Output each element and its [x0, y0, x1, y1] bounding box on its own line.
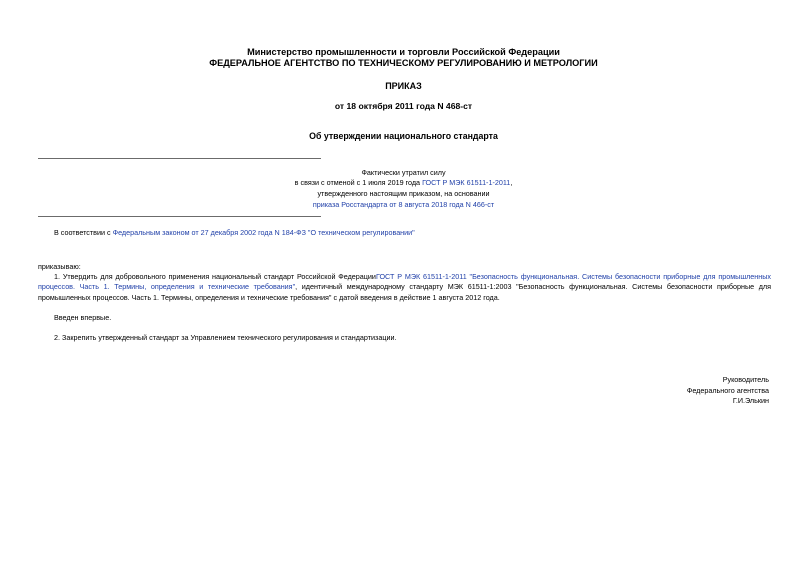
document-subject: Об утверждении национального стандарта: [309, 131, 498, 141]
orders-paragraph: приказываю:: [38, 262, 81, 271]
document-type: ПРИКАЗ: [385, 81, 422, 91]
item-2-paragraph: 2. Закрепить утвержденный стандарт за Управлением технического регулирования и стандартизации.: [54, 333, 397, 342]
status-note-line1: Фактически утратил силу: [361, 168, 446, 177]
gost-standard-link[interactable]: ГОСТ Р МЭК 61511-1-2011: [422, 178, 511, 187]
document-date-number: от 18 октября 2011 года N 468-ст: [334, 101, 473, 111]
item-1-suffix: , идентичный международному стандарту МЭК 61511-1:2003 "Безопасность функциональная. Системы безопасности приборные для промышленных процессов. Часть 1. Термины, определения и технические требования" с датой введения в действие 1 августа 2012 года.: [38, 282, 771, 302]
legal-basis-paragraph: [54, 228, 774, 238]
top-divider: [38, 158, 321, 159]
signatory-title-1: Руководитель: [722, 375, 769, 384]
signatory-title-2: Федерального агентства: [686, 386, 769, 395]
status-note-line3: утвержденного настоящим приказом, на основании: [317, 189, 490, 198]
status-note-line2-suffix: ,: [510, 178, 513, 187]
federal-law-link[interactable]: Федеральным законом от 27 декабря 2002 года N 184-ФЗ "О техническом регулировании": [112, 228, 415, 237]
bottom-divider: [38, 216, 321, 217]
introduced-note: Введен впервые.: [54, 313, 112, 322]
item-1-paragraph: [38, 272, 771, 303]
gost-61511-link[interactable]: ГОСТ Р МЭК 61511-1-2011 "Безопасность функциональная. Системы безопасности приборные для промышленных процессов. Часть 1. Термины, определения и технические требования": [38, 272, 771, 292]
agency-name: ФЕДЕРАЛЬНОЕ АГЕНТСТВО ПО ТЕХНИЧЕСКОМУ РЕГУЛИРОВАНИЮ И МЕТРОЛОГИИ: [209, 58, 598, 68]
ministry-name: Министерство промышленности и торговли Российской Федерации: [247, 47, 560, 57]
rosstandart-order-link[interactable]: приказа Росстандарта от 8 августа 2018 года N 466-ст: [312, 200, 495, 209]
status-note-line2: [140, 178, 667, 188]
signatory-name: Г.И.Элькин: [732, 396, 769, 405]
legal-basis-prefix: В соответствии с: [54, 228, 113, 237]
item-1-prefix: 1. Утвердить для добровольного применения национальный стандарт Российской Федерации: [54, 272, 376, 281]
status-note-line2-prefix: в связи с отменой с 1 июля 2019 года: [294, 178, 423, 187]
status-note-line4: [140, 200, 667, 210]
